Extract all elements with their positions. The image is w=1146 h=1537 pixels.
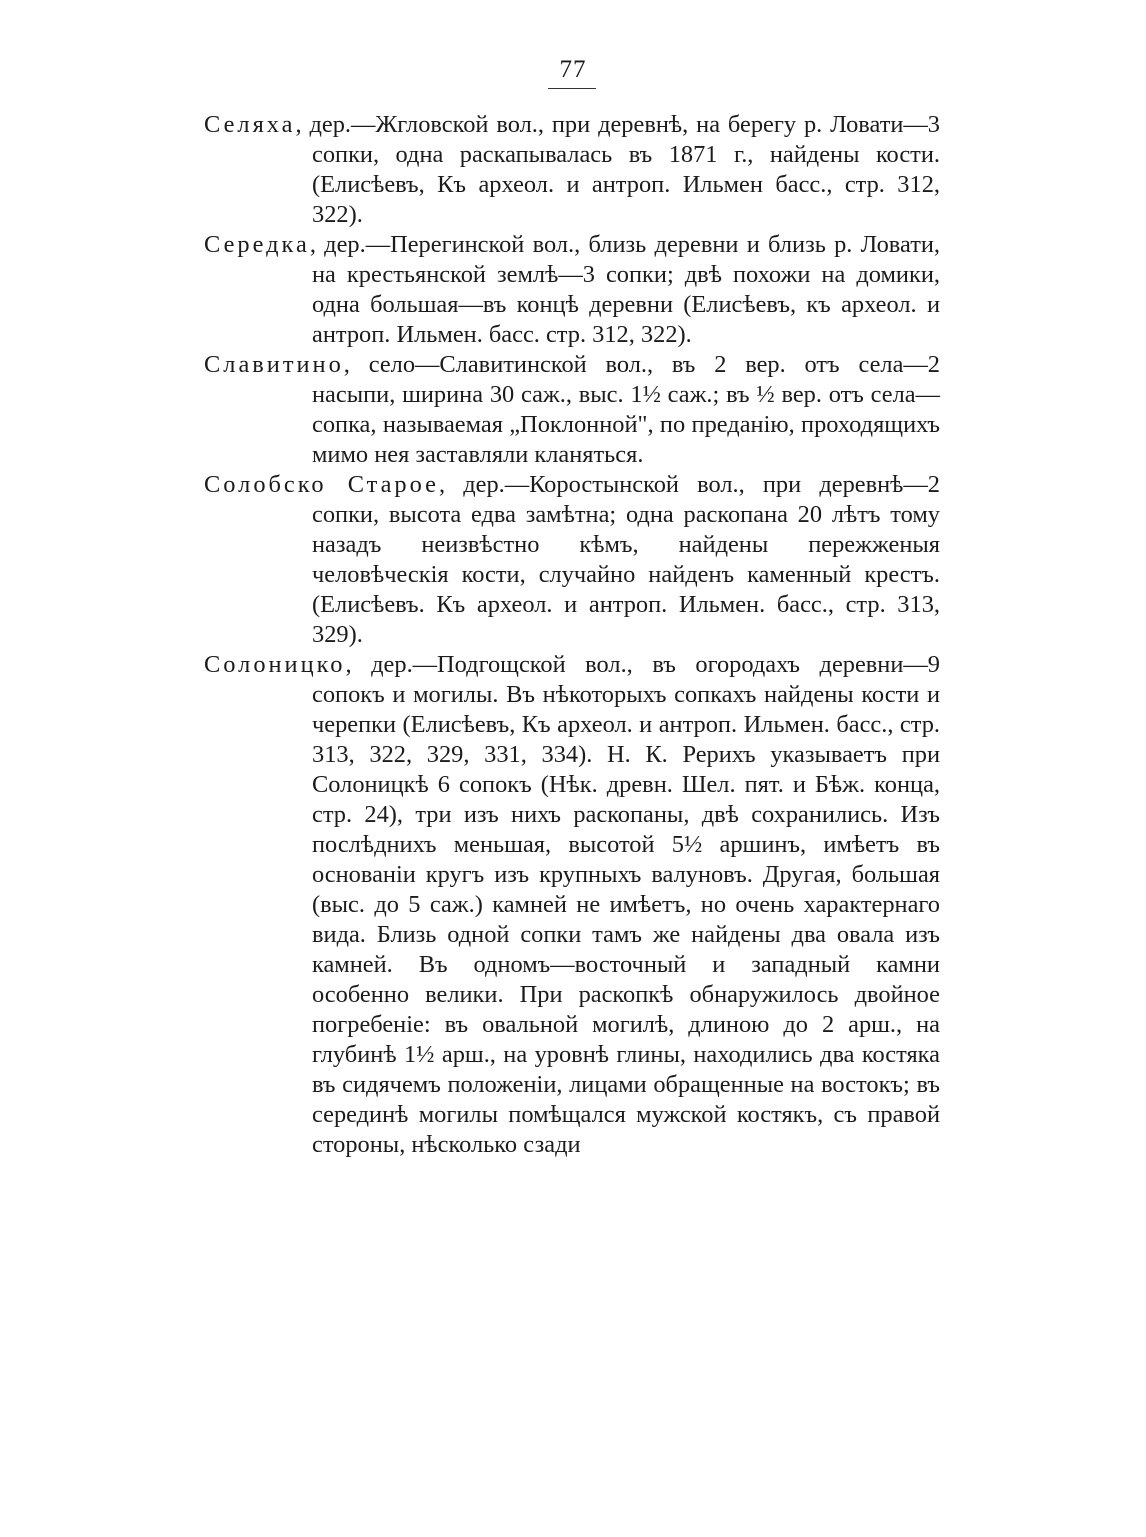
entry-text: , дер.—Перегинской вол., близь деревни и близь р. Ловати, на крестьянской землѣ—3 сопки; двѣ похожи на домики, одна большая—въ концѣ деревни (Елисѣевъ, къ археол. и антроп. Ильмен. басс. стр. 312, 322).: [309, 231, 940, 348]
entry-selyakha: [204, 110, 940, 230]
entry-headword: Середка: [204, 231, 310, 258]
page-number: 77: [559, 56, 587, 83]
entry-headword: Солоницко: [204, 651, 346, 678]
entry-solonitsko: [204, 650, 940, 1160]
entry-solobsko-staroe: [204, 470, 940, 650]
entry-text: , дер.—Подгощской вол., въ огородахъ деревни—9 сопокъ и могилы. Въ нѣкоторыхъ сопкахъ найдены кости и черепки (Елисѣевъ, Къ археол. и антроп. Ильмен. басс., стр. 313, 322, 329, 331, 334). Н. К. Рерихъ указываетъ при Солоницкѣ 6 сопокъ (Нѣк. древн. Шел. пят. и Бѣж. конца, стр. 24), три изъ нихъ раскопаны, двѣ сохранились. Изъ послѣднихъ меньшая, высотой 5½ аршинъ, имѣетъ въ основаніи кругъ изъ крупныхъ валуновъ. Другая, большая (выс. до 5 саж.) камней не имѣетъ, но очень характернаго вида. Близь одной сопки тамъ же найдены два овала изъ камней. Въ одномъ—восточный и западный камни особенно велики. При раскопкѣ обнаружилось двойное погребеніе: въ овальной могилѣ, длиною до 2 арш., на глубинѣ 1½ арш., на уровнѣ глины, находились два костяка въ сидячемъ положеніи, лицами обращенные на востокъ; въ серединѣ могилы помѣщался мужской костякъ, съ правой стороны, нѣсколько сзади: [312, 651, 940, 1158]
entry-text: , дер.—Коростынской вол., при деревнѣ—2 сопки, высота едва замѣтна; одна раскопана 20 лѣтъ тому назадъ неизвѣстно кѣмъ, найдены пережженыя человѣческія кости, случайно найденъ каменный крестъ. (Елисѣевъ. Къ археол. и антроп. Ильмен. басс., стр. 313, 329).: [312, 471, 940, 648]
page-number-rule: [548, 88, 596, 89]
entry-headword: Солобско Старое: [204, 471, 439, 498]
entry-seredka: [204, 230, 940, 350]
entry-headword: Славитино: [204, 351, 344, 378]
entry-headword: Селяха: [204, 111, 296, 138]
entry-text: , дер.—Жгловской вол., при деревнѣ, на берегу р. Ловати—3 сопки, одна раскапывалась въ 1871 г., найдены кости. (Елисѣевъ, Къ археол. и антроп. Ильмен басс., стр. 312, 322).: [295, 111, 940, 228]
entry-text: , село—Славитинской вол., въ 2 вер. отъ села—2 насыпи, ширина 30 саж., выс. 1½ саж.; въ ½ вер. отъ села—сопка, называемая „Поклонной", по преданію, проходящихъ мимо нея заставляли кланяться.: [312, 351, 940, 468]
entry-slavitino: [204, 350, 940, 470]
entry-list: [204, 110, 940, 1160]
